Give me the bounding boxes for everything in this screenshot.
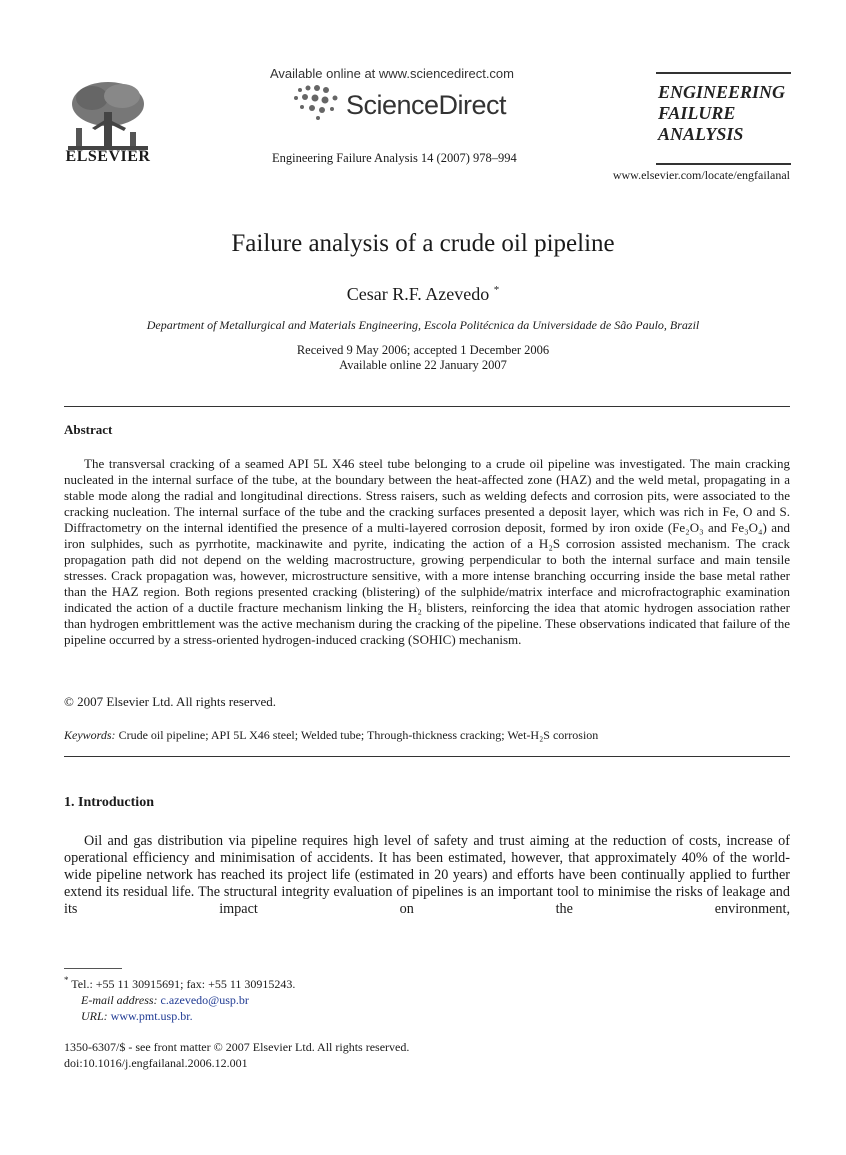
received-date: Received 9 May 2006; accepted 1 December 2006 xyxy=(296,343,550,357)
footnote xyxy=(64,972,295,1024)
footnote-mark: * xyxy=(64,975,69,985)
abstract-heading: Abstract xyxy=(64,422,113,437)
affiliation: Department of Metallurgical and Materials Engineering, Escola Politécnica da Universidade de São Paulo, Brazil xyxy=(146,318,700,332)
introduction-body xyxy=(64,833,790,918)
abstract-top-rule xyxy=(64,406,790,407)
online-date: Available online 22 January 2007 xyxy=(339,358,507,372)
journal-logo-line-1: ENGINEERING xyxy=(658,82,786,102)
issn-line: 1350-6307/$ - see front matter © 2007 Elsevier Ltd. All rights reserved. xyxy=(64,1040,410,1054)
journal-url[interactable]: www.elsevier.com/locate/engfailanal xyxy=(612,168,790,182)
author-line xyxy=(0,284,846,305)
journal-logo xyxy=(656,72,791,165)
keywords-line xyxy=(64,728,598,743)
author-footnote-mark[interactable]: * xyxy=(493,284,500,296)
introduction-paragraph: Oil and gas distribution via pipeline requires high level of safety and trust aiming at the reduction of costs, increase of operational efficiency and minimisation of accidents. It has been estimated, however, that approximately 40% of the world-wide pipeline network has reached its project life (estimated in 20 years) and efforts have been continually applied to further extend its residual life. The structural integrity evaluation of pipelines is an important tool to minimise the risks of leakage and its impact on the environment, xyxy=(64,833,790,917)
email-link[interactable]: c.azevedo@usp.br xyxy=(160,993,249,1007)
section-heading-introduction: 1. Introduction xyxy=(64,795,154,810)
keywords-label: Keywords: xyxy=(64,728,116,742)
doi-line[interactable]: doi:10.1016/j.engfailanal.2006.12.001 xyxy=(64,1056,248,1070)
author-name: Cesar R.F. Azevedo xyxy=(346,284,490,304)
email-label: E-mail address: xyxy=(81,993,158,1007)
elsevier-wordmark: ELSEVIER xyxy=(65,148,151,165)
journal-citation: Engineering Failure Analysis 14 (2007) 978–994 xyxy=(272,151,517,165)
abstract-body xyxy=(64,456,790,648)
abstract-copyright: © 2007 Elsevier Ltd. All rights reserved. xyxy=(64,694,277,709)
journal-logo-line-3: ANALYSIS xyxy=(658,124,744,144)
footnote-contact: Tel.: +55 11 30915691; fax: +55 11 30915243. xyxy=(71,977,296,991)
sciencedirect-wordmark: ScienceDirect xyxy=(346,90,507,120)
footnote-rule xyxy=(64,968,122,969)
journal-logo-line-2: FAILURE xyxy=(658,103,736,123)
url-label: URL: xyxy=(81,1009,108,1023)
article-dates xyxy=(0,343,846,373)
abstract-bottom-rule xyxy=(64,756,790,757)
abstract-paragraph: The transversal cracking of a seamed API 5L X46 steel tube belonging to a crude oil pipeline was investigated. The main cracking nucleated in the internal surface of the tube, at the boundary between the heat-affected zone (HAZ) and the weld metal, propagating in a stable mode along the radial and longitudinal directions. Stress raisers, such as welding defects and corrosion pits, were associated to the cracking nucleation. The internal surface of the tube and the cracking surfaces presented a deposit layer, which was rich in Fe, O and S. Diffractometry on the internal identified the presence of a multi-layered corrosion deposit, formed by iron oxide (Fe₂O₃ and Fe₃O₄) and iron sulphides, such as pyrrhotite, mackinawite and pyrite, indicating the action of a H₂S corrosion assisted mechanism. The crack propagation path did not depend on the welding macrostructure, growing perpendicular to both the internal surface and main tensile stresses. Crack propagation was, however, microstructure sensitive, with a more intense branching occurring inside the base metal rather than the HAZ region. Both regions presented cracking (blistering) of the sulphide/matrix interface and microfractographic examination indicated the action of a ductile fracture mechanism linking the H₂ blisters, reinforcing the idea that atomic hydrogen association rather than hydrogen embrittlement was the active mechanism during the cracking of the pipeline. These observations indicated that failure of the pipeline occurred by a stress-oriented hydrogen-induced cracking (SOHIC) mechanism. xyxy=(64,456,790,647)
url-link[interactable]: www.pmt.usp.br. xyxy=(110,1009,193,1023)
sciencedirect-dots-icon xyxy=(290,82,346,122)
available-online-text: Available online at www.sciencedirect.com xyxy=(270,66,514,81)
keywords-list: Crude oil pipeline; API 5L X46 steel; Welded tube; Through-thickness cracking; Wet-H₂S corrosion xyxy=(118,728,599,742)
journal-logo-text xyxy=(658,82,785,145)
paper-title: Failure analysis of a crude oil pipeline xyxy=(231,230,615,257)
front-matter xyxy=(64,1039,409,1071)
